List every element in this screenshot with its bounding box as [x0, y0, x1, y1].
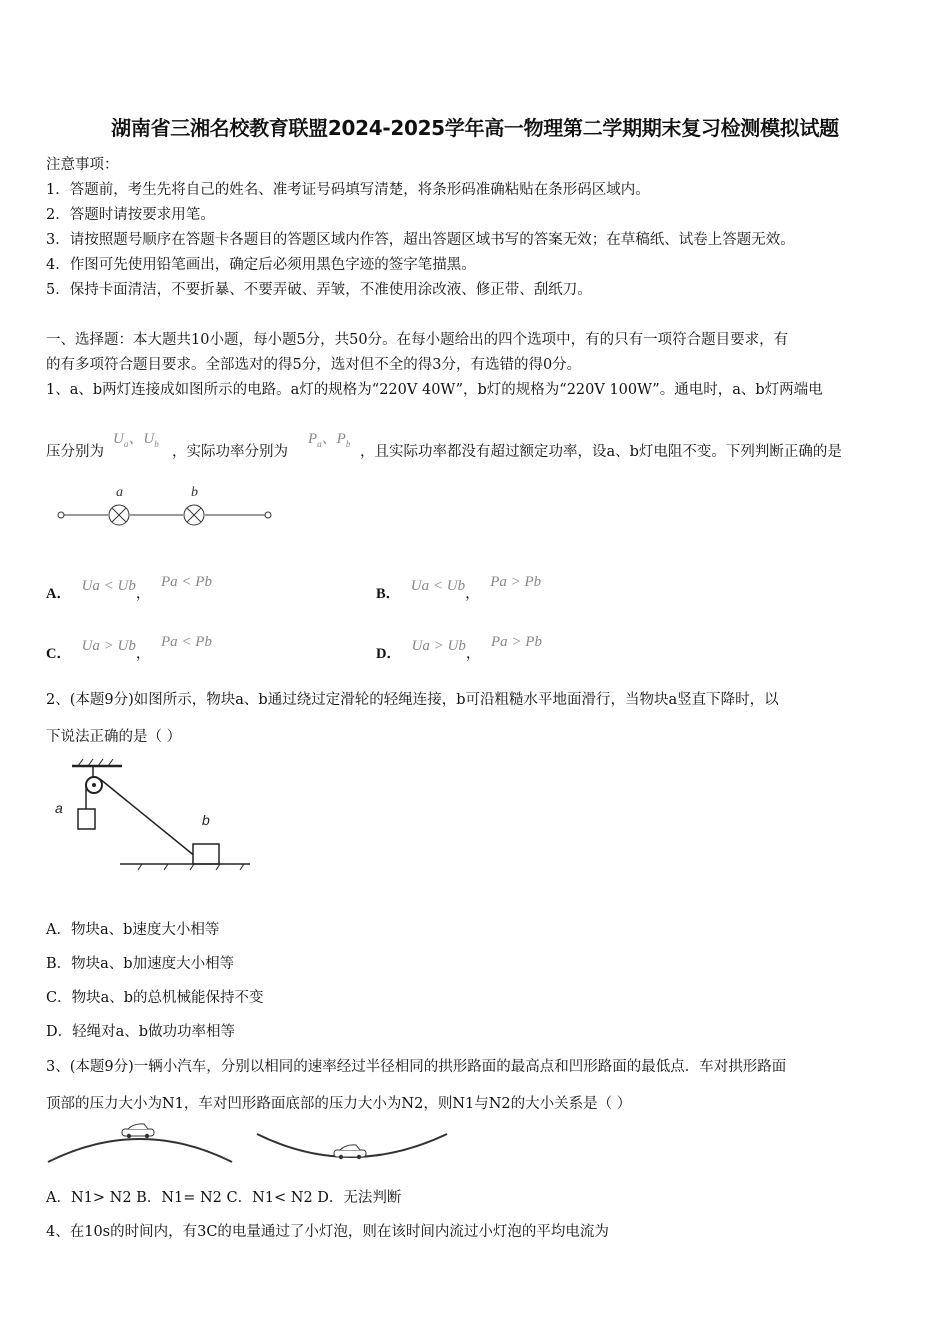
notice-item: 3．请按照题号顺序在答题卡各题目的答题区域内作答，超出答题区域书写的答案无效；在草稿纸、试卷上答题无效。 [46, 232, 795, 248]
q1-voltage-symbols: $U_a$、$U_b$ [113, 431, 159, 449]
option-power: Pa < Pb [161, 574, 212, 590]
notice-item: 1．答题前，考生先将自己的姓名、准考证号码填写清楚，将条形码准确粘贴在条形码区域内。 [46, 182, 650, 198]
lamp-b-label: b [191, 485, 198, 500]
q3-road-diagram [44, 1120, 454, 1170]
q1-option-b[interactable]: B． Ua < Ub， Pa > Pb [376, 574, 542, 602]
block-b-label: b [202, 812, 210, 828]
q1-circuit-diagram [52, 482, 282, 532]
option-label: D． [376, 646, 401, 662]
option-voltage: Ua < Ub [410, 578, 466, 594]
section-intro-line1: 一、选择题：本大题共10小题，每小题5分，共50分。在每小题给出的四个选项中，有的只有一项符合题目要求，有 [46, 332, 789, 348]
q1-option-c[interactable]: C． Ua > Ub， Pa < Pb [46, 634, 212, 662]
option-power: Pa > Pb [491, 634, 542, 650]
block-a-label: a [55, 800, 63, 816]
q1-option-d[interactable]: D． Ua > Ub， Pa > Pb [376, 634, 542, 662]
q1-stem-line2-part1: 压分别为 [46, 444, 104, 460]
notice-item: 2．答题时请按要求用笔。 [46, 207, 215, 223]
option-voltage: Ua > Ub [411, 638, 466, 654]
car-icon [334, 1145, 366, 1159]
option-power: Pa < Pb [161, 634, 212, 650]
option-label: B． [376, 586, 401, 602]
q3-stem-line1: 3、(本题9分)一辆小汽车，分别以相同的速率经过半径相同的拱形路面的最高点和凹形路面的最低点．车对拱形路面 [46, 1059, 787, 1075]
q3-stem-line2: 顶部的压力大小为N1，车对凹形路面底部的压力大小为N2，则N1与N2的大小关系是（ ） [46, 1096, 632, 1112]
car-icon [122, 1124, 154, 1138]
q3-options[interactable]: A．N1> N2 B．N1= N2 C．N1< N2 D．无法判断 [46, 1190, 402, 1206]
section-intro-line2: 的有多项符合题目要求。全部选对的得5分，选对但不全的得3分，有选错的得0分。 [46, 357, 582, 373]
q4-stem-line1: 4、在10s的时间内，有3C的电量通过了小灯泡，则在该时间内流过小灯泡的平均电流为 [46, 1224, 609, 1240]
notice-item: 5．保持卡面清洁，不要折暴、不要弄破、弄皱，不准使用涂改液、修正带、刮纸刀。 [46, 282, 592, 298]
q2-option-a[interactable]: A．物块a、b速度大小相等 [46, 922, 220, 938]
option-label: C． [46, 646, 71, 662]
page-title: 湖南省三湘名校教育联盟2024-2025学年高一物理第二学期期末复习检测模拟试题 [111, 116, 839, 140]
notice-header: 注意事项： [46, 157, 119, 173]
q2-stem-line2: 下说法正确的是（ ） [46, 729, 182, 745]
lamp-a-label: a [116, 485, 123, 500]
q2-option-b[interactable]: B．物块a、b加速度大小相等 [46, 956, 235, 972]
option-voltage: Ua < Ub [81, 578, 136, 594]
q2-option-d[interactable]: D．轻绳对a、b做功功率相等 [46, 1024, 236, 1040]
notice-item: 4．作图可先使用铅笔画出，确定后必须用黑色字迹的签字笔描黑。 [46, 257, 476, 273]
option-power: Pa > Pb [490, 574, 542, 590]
q1-stem-line2-part2: ，实际功率分别为 [172, 444, 288, 460]
q2-pulley-diagram [50, 755, 260, 875]
q2-option-c[interactable]: C．物块a、b的总机械能保持不变 [46, 990, 264, 1006]
option-label: A． [46, 586, 71, 602]
q1-power-symbols: $P_a$、$P_b$ [308, 431, 351, 449]
q2-stem-line1: 2、(本题9分)如图所示，物块a、b通过绕过定滑轮的轻绳连接，b可沿粗糙水平地面滑行，当物块a竖直下降时，以 [46, 692, 779, 708]
option-voltage: Ua > Ub [81, 638, 136, 654]
q1-stem-line1: 1、a、b两灯连接成如图所示的电路。a灯的规格为“220V 40W”，b灯的规格为“220V 100W”。通电时，a、b灯两端电 [46, 382, 823, 398]
q1-stem-line2-part3: ，且实际功率都没有超过额定功率，设a、b灯电阻不变。下列判断正确的是 [360, 444, 842, 460]
q1-option-a[interactable]: A． Ua < Ub， Pa < Pb [46, 574, 212, 602]
